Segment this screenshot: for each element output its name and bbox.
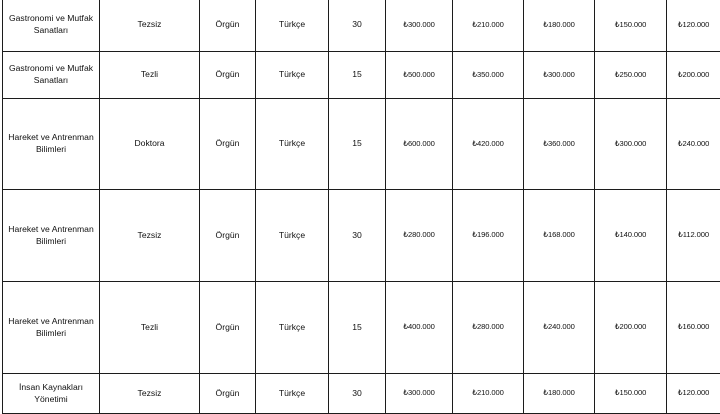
fee-cell: ₺350.000 [453, 52, 524, 99]
fee-cell: ₺240.000 [667, 99, 720, 190]
program-name-cell: Hareket ve Antrenman Bilimleri [3, 99, 100, 190]
quota-cell: 30 [329, 190, 386, 282]
education-mode-cell: Örgün [200, 99, 256, 190]
fee-cell: ₺300.000 [524, 52, 595, 99]
table-row [3, 99, 720, 190]
table-row [3, 374, 720, 414]
fee-cell: ₺280.000 [386, 190, 453, 282]
program-name-cell: Gastronomi ve Mutfak Sanatları [3, 0, 100, 52]
quota-cell: 15 [329, 99, 386, 190]
fee-cell: ₺300.000 [595, 99, 667, 190]
fee-cell: ₺240.000 [524, 282, 595, 374]
education-mode-cell: Örgün [200, 282, 256, 374]
table-row [3, 282, 720, 374]
fee-cell: ₺250.000 [595, 52, 667, 99]
program-type-cell: Tezli [100, 282, 200, 374]
fee-cell: ₺500.000 [386, 52, 453, 99]
language-cell: Türkçe [256, 99, 329, 190]
program-type-cell: Tezsiz [100, 374, 200, 414]
table-row [3, 0, 720, 52]
quota-cell: 30 [329, 374, 386, 414]
fee-cell: ₺280.000 [453, 282, 524, 374]
fee-cell: ₺600.000 [386, 99, 453, 190]
table-row [3, 190, 720, 282]
fee-cell: ₺210.000 [453, 0, 524, 52]
fee-cell: ₺150.000 [595, 0, 667, 52]
fee-cell: ₺168.000 [524, 190, 595, 282]
education-mode-cell: Örgün [200, 374, 256, 414]
fee-cell: ₺150.000 [595, 374, 667, 414]
fee-cell: ₺400.000 [386, 282, 453, 374]
fee-cell: ₺360.000 [524, 99, 595, 190]
fee-cell: ₺180.000 [524, 374, 595, 414]
fee-cell: ₺420.000 [453, 99, 524, 190]
program-type-cell: Doktora [100, 99, 200, 190]
fee-cell: ₺160.000 [667, 282, 720, 374]
program-name-cell: İnsan Kaynakları Yönetimi [3, 374, 100, 414]
education-mode-cell: Örgün [200, 0, 256, 52]
quota-cell: 30 [329, 0, 386, 52]
program-name-cell: Hareket ve Antrenman Bilimleri [3, 190, 100, 282]
tuition-fee-table [2, 0, 720, 414]
program-type-cell: Tezsiz [100, 0, 200, 52]
fee-cell: ₺300.000 [386, 374, 453, 414]
fee-cell: ₺210.000 [453, 374, 524, 414]
program-type-cell: Tezsiz [100, 190, 200, 282]
fee-cell: ₺196.000 [453, 190, 524, 282]
quota-cell: 15 [329, 52, 386, 99]
fee-cell: ₺140.000 [595, 190, 667, 282]
language-cell: Türkçe [256, 282, 329, 374]
program-type-cell: Tezli [100, 52, 200, 99]
fee-cell: ₺120.000 [667, 0, 720, 52]
education-mode-cell: Örgün [200, 190, 256, 282]
education-mode-cell: Örgün [200, 52, 256, 99]
fee-cell: ₺180.000 [524, 0, 595, 52]
fee-cell: ₺200.000 [667, 52, 720, 99]
language-cell: Türkçe [256, 0, 329, 52]
fee-cell: ₺300.000 [386, 0, 453, 52]
program-name-cell: Gastronomi ve Mutfak Sanatları [3, 52, 100, 99]
language-cell: Türkçe [256, 190, 329, 282]
fee-cell: ₺200.000 [595, 282, 667, 374]
fee-cell: ₺112.000 [667, 190, 720, 282]
program-name-cell: Hareket ve Antrenman Bilimleri [3, 282, 100, 374]
table-row [3, 52, 720, 99]
language-cell: Türkçe [256, 52, 329, 99]
quota-cell: 15 [329, 282, 386, 374]
fee-cell: ₺120.000 [667, 374, 720, 414]
language-cell: Türkçe [256, 374, 329, 414]
